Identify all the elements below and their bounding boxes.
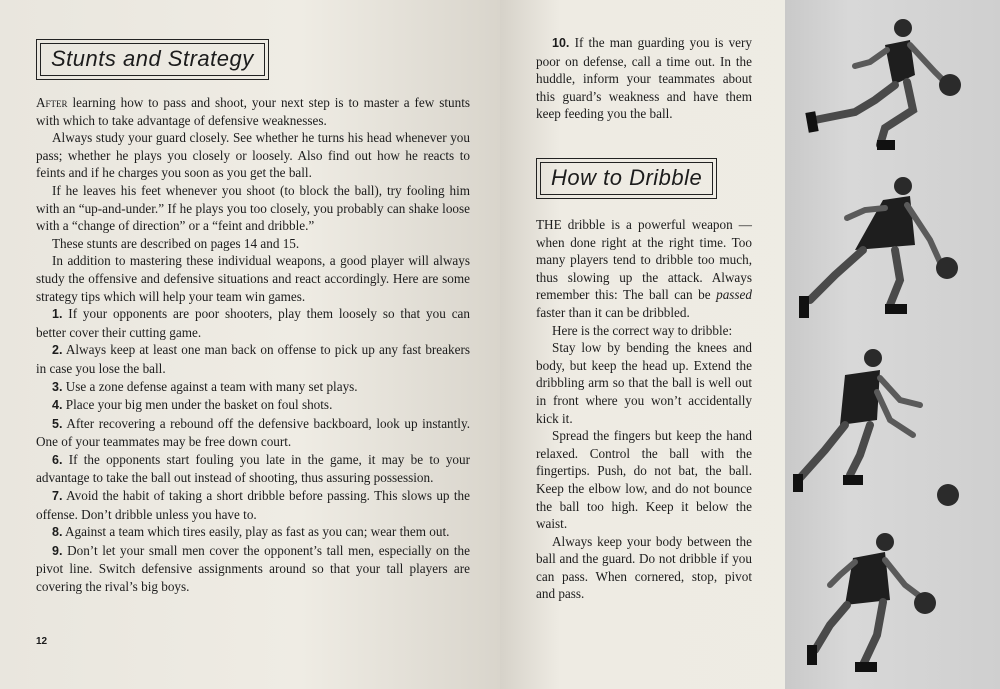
tip-number: 1.: [52, 307, 63, 322]
dribble-paragraph: Always keep your body between the ball and the guard. Do not dribble if you can pass. When cornered, stop, pivot and pass.: [536, 533, 752, 602]
left-paragraph: These stunts are described on pages 14 and 15.: [52, 235, 300, 251]
tip-text: If the opponents start fouling you late in the game, it may be to your advantage to take the ball out instead of shooting, thus assuring possession.: [36, 451, 470, 486]
player-figure-2: [799, 177, 958, 318]
tip-number: 8.: [52, 525, 63, 540]
tip-number: 4.: [52, 398, 63, 413]
dribble-paragraph: Here is the correct way to dribble:: [552, 322, 733, 338]
tip-text: Avoid the habit of taking a short dribble before passing. This slows up the offense. Don’t dribble unless you have to.: [36, 488, 470, 522]
tip-item: [36, 378, 470, 397]
dribble-paragraph: Spread the fingers but keep the hand relaxed. Control the ball with the fingertips. Push, do not bat, the ball. Keep the elbow low, and do not bounce the ball too high. Keep it below the waist.: [536, 428, 752, 532]
tip-item: [536, 34, 752, 123]
tip-item: [36, 396, 470, 415]
tip-number: 2.: [52, 343, 63, 358]
tip-item: [36, 451, 470, 487]
tip-text: Always keep at least one man back on offense to pick up any fast breakers in case you lose the ball.: [36, 342, 470, 376]
tip-item: [36, 415, 470, 451]
player-figure-4: [807, 533, 936, 672]
tip-number: 6.: [52, 452, 63, 467]
player-figure-1: [805, 19, 961, 150]
dribble-title-box: [536, 158, 717, 199]
dribble-title: How to Dribble: [540, 162, 713, 195]
tip-text: If the man guarding you is very poor on defense, call a time out. In the huddle, inform your teammates about this guard’s weakness and have them keep feeding you the ball.: [536, 35, 752, 122]
tip-item: [36, 305, 470, 341]
left-paragraph: Always study your guard closely. See whether he turns his head whenever you pass; whether he plays you closely or loosely. Also find out how he reacts to feints and if he charges you soon as you get the ball.: [36, 130, 470, 181]
tip-item: [36, 542, 470, 596]
dribble-body-text: [536, 216, 752, 603]
tip-text: Use a zone defense against a team with many set plays.: [65, 378, 358, 394]
dribble-paragraph: [536, 216, 752, 322]
tip-number: 5.: [52, 416, 63, 431]
intro-paragraph: [36, 94, 470, 129]
tip-text: Against a team which tires easily, play as fast as you can; wear them out.: [65, 524, 450, 540]
stunts-title: Stunts and Strategy: [40, 43, 265, 76]
left-paragraph: If he leaves his feet whenever you shoot (to block the ball), try fooling him with an “up-and-under.” If he plays you too closely, you probably can shake loose with a “change of direction” or a “feint and dribble.”: [36, 182, 470, 234]
left-paragraph: In addition to mastering these individual weapons, a good player will always study the offensive and defensive situations and react accordingly. Here are some strategy tips which will help your team win games.: [36, 253, 470, 304]
left-body-text: [36, 94, 470, 596]
tip-number: 10.: [552, 36, 570, 50]
tip-item: [36, 341, 470, 377]
tip-text: Don’t let your small men cover the opponent’s tall men, especially on the pivot line. Switch defensive assignments around so that your tall players are covering the rival’s big boys.: [36, 542, 470, 595]
stunts-title-box: [36, 39, 269, 80]
tip-text: If your opponents are poor shooters, play them loosely so that you can better cover their cutting game.: [36, 306, 470, 340]
dribble-text: faster than it can be dribbled.: [536, 304, 690, 320]
tip-number: 9.: [52, 543, 63, 558]
dribble-sequence-illustration: [785, 0, 1000, 689]
player-figure-3: [793, 349, 959, 506]
emphasis-word: passed: [716, 287, 752, 303]
tip-text: After recovering a rebound off the defensive backboard, look up instantly. One of your teammates may be free down court.: [36, 415, 470, 450]
dribble-text: THE dribble is a powerful weapon —when done right at the right time. Too many players tend to dribble too much, thus slowing up the attack. Always remember this: The ball can be: [536, 217, 752, 303]
tip-number: 7.: [52, 489, 63, 504]
dribble-paragraph: Stay low by bending the knees and body, but keep the head up. Extend the dribbling arm so that the ball is well out in front where you won’t accidentally kick it.: [536, 340, 752, 426]
intro-text: learning how to pass and shoot, your next step is to master a few stunts with which to take advantage of defensive weaknesses.: [36, 95, 470, 128]
tip-text: Place your big men under the basket on foul shots.: [65, 397, 333, 413]
tip-item: [36, 523, 470, 542]
intro-lead-word: After: [36, 95, 68, 110]
tip-number: 3.: [52, 379, 63, 394]
dribble-photo-strip: [785, 0, 1000, 689]
tip-item: [36, 487, 470, 523]
tip-ten-block: [536, 34, 752, 123]
page-number: 12: [36, 636, 48, 647]
